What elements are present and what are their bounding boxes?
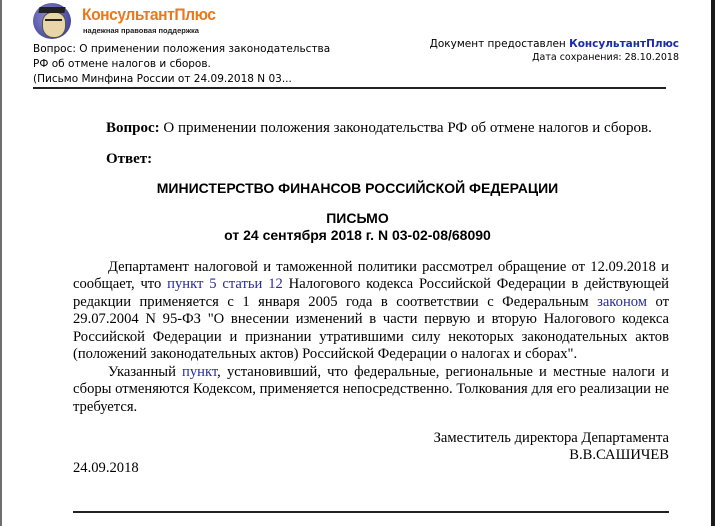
letter-reference: от 24 сентября 2018 г. N 03-02-08/68090 xyxy=(224,227,491,243)
saved-date: Дата сохранения: 28.10.2018 xyxy=(532,52,679,63)
consultantplus-logo xyxy=(33,3,218,39)
link-punkt[interactable]: пункт xyxy=(182,364,218,380)
document-header-title xyxy=(33,42,333,87)
question xyxy=(106,120,652,137)
document-date: 24.09.2018 xyxy=(73,460,139,476)
doc-title: Вопрос: О применении положения законодательства РФ об отмене налогов и сборов. xyxy=(33,43,331,70)
page-right-border xyxy=(711,0,715,526)
paragraph-1: Департамент налоговой и таможенной политики рассмотрел обращение от 12.09.2018 и сообщает, что пункт 5 статьи 12 Налогового кодекса Российской Федерации в действующей редакции применяется с 1 января 2005 года в соответствии с Федеральным законом от 29.07.2004 N 95-ФЗ "О внесении изменений в части первую и вторую Налогового кодекса Российской Федерации и признании утратившими силу некоторых законодательных актов (положений законодательных актов) Российской Федерации о налогах и сборах". xyxy=(73,259,669,363)
logo-tagline: надежная правовая поддержка xyxy=(83,26,199,35)
paragraph-2: Указанный пункт, установивший, что федеральные, региональные и местные налоги и сборы отменяются Кодексом, применяется непосредственно. Толкования для его реализации не требуется. xyxy=(73,364,669,415)
doc-title-ref: (Письмо Минфина России от 24.09.2018 N 03... xyxy=(33,73,292,85)
signature-block xyxy=(434,430,669,465)
page-left-border xyxy=(0,0,2,526)
letter-heading xyxy=(0,210,715,244)
question-label: Вопрос: xyxy=(106,120,160,136)
provided-by-label: Документ предоставлен xyxy=(429,38,566,50)
link-punkt-5-statyi-12[interactable]: пункт 5 статьи 12 xyxy=(167,276,283,293)
logo-emblem-icon xyxy=(33,3,71,39)
ministry-heading: МИНИСТЕРСТВО ФИНАНСОВ РОССИЙСКОЙ ФЕДЕРАЦИИ xyxy=(156,180,559,196)
signatory-name: В.В.САШИЧЕВ xyxy=(569,447,669,464)
header-divider xyxy=(33,87,666,89)
answer-label: Ответ: xyxy=(106,151,153,167)
question-text: О применении положения законодательства РФ об отмене налогов и сборов. xyxy=(159,120,652,136)
footer-divider xyxy=(73,511,669,513)
provided-by-brand: КонсультантПлюс xyxy=(569,38,679,50)
letter-title: ПИСЬМО xyxy=(326,210,389,226)
logo-title: КонсультантПлюс xyxy=(82,5,216,24)
provided-by-block xyxy=(430,38,679,64)
link-zakon[interactable]: законом xyxy=(597,293,648,310)
signatory-position: Заместитель директора Департамента xyxy=(433,430,669,446)
